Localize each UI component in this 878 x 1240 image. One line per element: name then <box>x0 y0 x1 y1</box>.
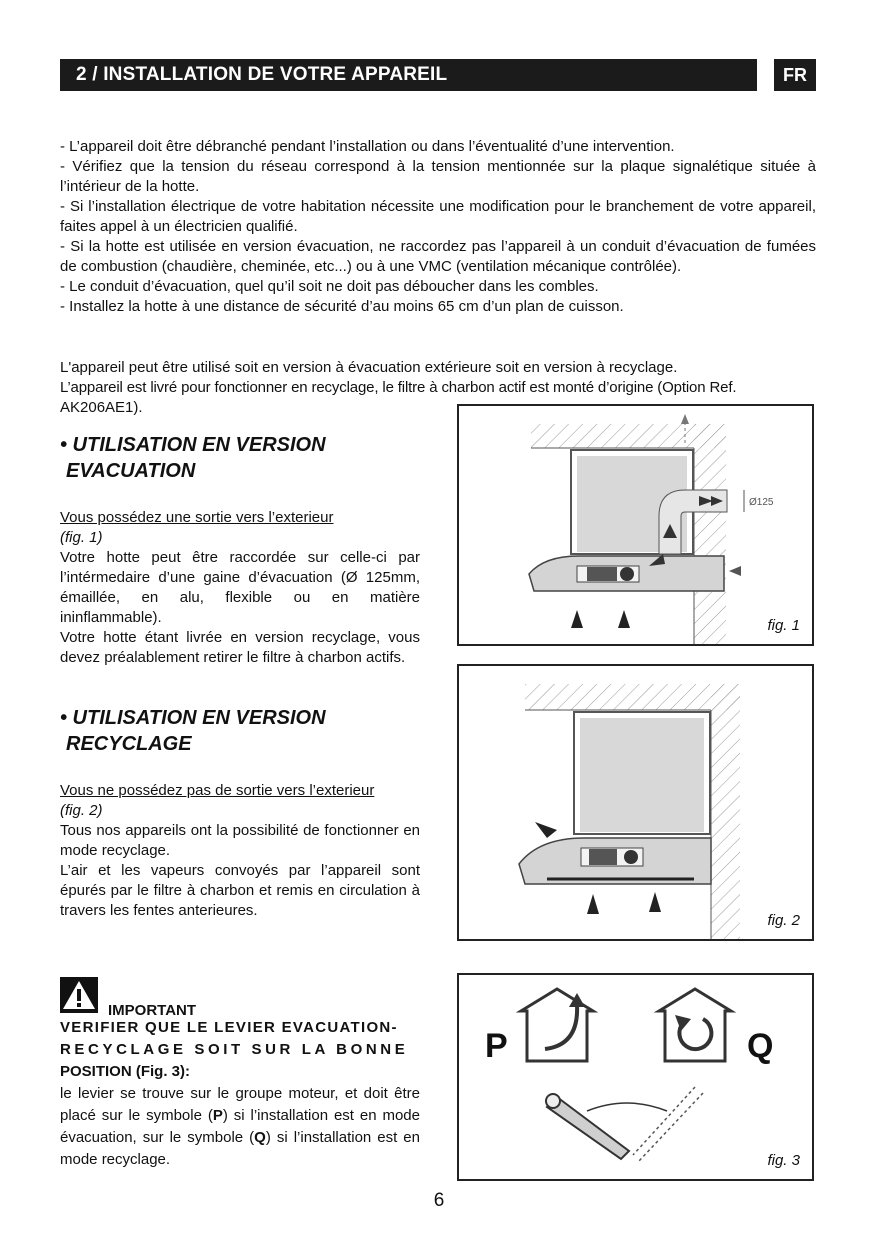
symbol-p-ref: P <box>212 1107 223 1124</box>
figure-reference: (fig. 2) <box>60 802 103 819</box>
bullet-item: - L’appareil doit être débranché pendant l’installation ou dans l’éventualité d’une intervention. <box>60 138 675 155</box>
recyclage-heading <box>60 705 420 757</box>
body-text: ) si l’installation est en mode recyclage. <box>60 1129 420 1168</box>
recyclage-paragraph: Tous nos appareils ont la possibilité de fonctionner en mode recyclage. <box>60 822 420 859</box>
evacuation-paragraph: Votre hotte peut être raccordée sur celle-ci par l’intérmedaire d’une gaine d’évacuation (Ø 125mm, émaillée, en alu, flexible ou en matière ininflammable). <box>60 549 420 626</box>
figure-2 <box>457 664 814 941</box>
symbol-p-label: P <box>485 1027 508 1065</box>
recycling-hood-illustration <box>459 666 812 939</box>
page-number: 6 <box>433 1190 445 1211</box>
evacuation-hood-illustration <box>459 406 812 644</box>
instruction-line: VERIFIER QUE LE LEVIER EVACUATION- <box>60 1019 398 1036</box>
recyclage-section <box>60 705 420 921</box>
figure-caption: fig. 2 <box>767 912 800 929</box>
intro-line: L'appareil peut être utilisé soit en version à évacuation extérieure soit en version à recyclage. <box>60 359 678 376</box>
figure-caption: fig. 3 <box>767 1152 800 1169</box>
language-badge: FR <box>774 59 816 91</box>
instruction-line: POSITION (Fig. 3): <box>60 1063 190 1080</box>
intro-line: L’appareil est livré pour fonctionner en recyclage, le filtre à charbon actif est monté d’origine (Option Ref. <box>60 379 737 396</box>
section-title: 2 / INSTALLATION DE VOTRE APPAREIL <box>76 64 448 85</box>
figure-caption: fig. 1 <box>767 617 800 634</box>
recyclage-paragraph: L’air et les vapeurs convoyés par l’appareil sont épurés par le filtre à charbon et remis en circulation à travers les fentes anterieures. <box>60 862 420 919</box>
bullet-item: - Si la hotte est utilisée en version évacuation, ne raccordez pas l’appareil à un conduit d’évacuation de fumées de combustion (chaudière, cheminée, etc...) ou à une VMC (ventilation mécanique contrôlée). <box>60 238 816 275</box>
heading-line: • UTILISATION EN VERSION <box>60 434 326 456</box>
bullet-item: - Installez la hotte à une distance de sécurité d’au moins 65 cm d’un plan de cuisson. <box>60 298 624 315</box>
bullet-item: - Vérifiez que la tension du réseau correspond à la tension mentionnée sur la plaque signalétique située à l’intérieur de la hotte. <box>60 158 816 195</box>
evacuation-paragraph: Votre hotte étant livrée en version recyclage, vous devez préalablement retirer le filtre à charbon actifs. <box>60 629 420 666</box>
figure-1 <box>457 404 814 646</box>
evacuation-symbol-icon <box>521 989 593 1061</box>
evacuation-subheading: Vous possédez une sortie vers l’exterieur <box>60 509 334 526</box>
important-notice <box>60 977 420 1171</box>
body-text: ) si l’installation est en mode évacuation, sur le symbole ( <box>60 1107 420 1146</box>
bullet-item: - Si l’installation électrique de votre habitation nécessite une modification pour le branchement de votre appareil, faites appel à un électricien qualifié. <box>60 198 816 235</box>
symbol-q-label: Q <box>747 1027 774 1065</box>
evacuation-heading <box>60 432 420 484</box>
symbol-q-ref: Q <box>254 1129 266 1146</box>
instruction-line: RECYCLAGE SOIT SUR LA BONNE <box>60 1041 409 1058</box>
important-title: IMPORTANT <box>108 1002 197 1019</box>
evacuation-section <box>60 432 420 668</box>
safety-bullet-list <box>60 137 816 317</box>
heading-line: RECYCLAGE <box>66 733 192 755</box>
intro-line: AK206AE1). <box>60 399 143 416</box>
body-text: le levier se trouve sur le groupe moteur, et doit être placé sur le symbole ( <box>60 1085 420 1124</box>
warning-icon <box>60 977 98 1013</box>
bullet-item: - Le conduit d’évacuation, quel qu’il soit ne doit pas déboucher dans les combles. <box>60 278 599 295</box>
section-header-bar <box>60 59 757 91</box>
recyclage-subheading: Vous ne possédez pas de sortie vers l’exterieur <box>60 782 375 799</box>
lever-position-illustration <box>459 975 812 1179</box>
important-instruction <box>60 1017 420 1083</box>
recycling-symbol-icon <box>659 989 731 1061</box>
important-body <box>60 1083 420 1171</box>
figure-3 <box>457 973 814 1181</box>
heading-line: • UTILISATION EN VERSION <box>60 707 326 729</box>
figure-reference: (fig. 1) <box>60 529 103 546</box>
duct-diameter-label: Ø125 <box>749 497 774 508</box>
heading-line: EVACUATION <box>66 460 196 482</box>
